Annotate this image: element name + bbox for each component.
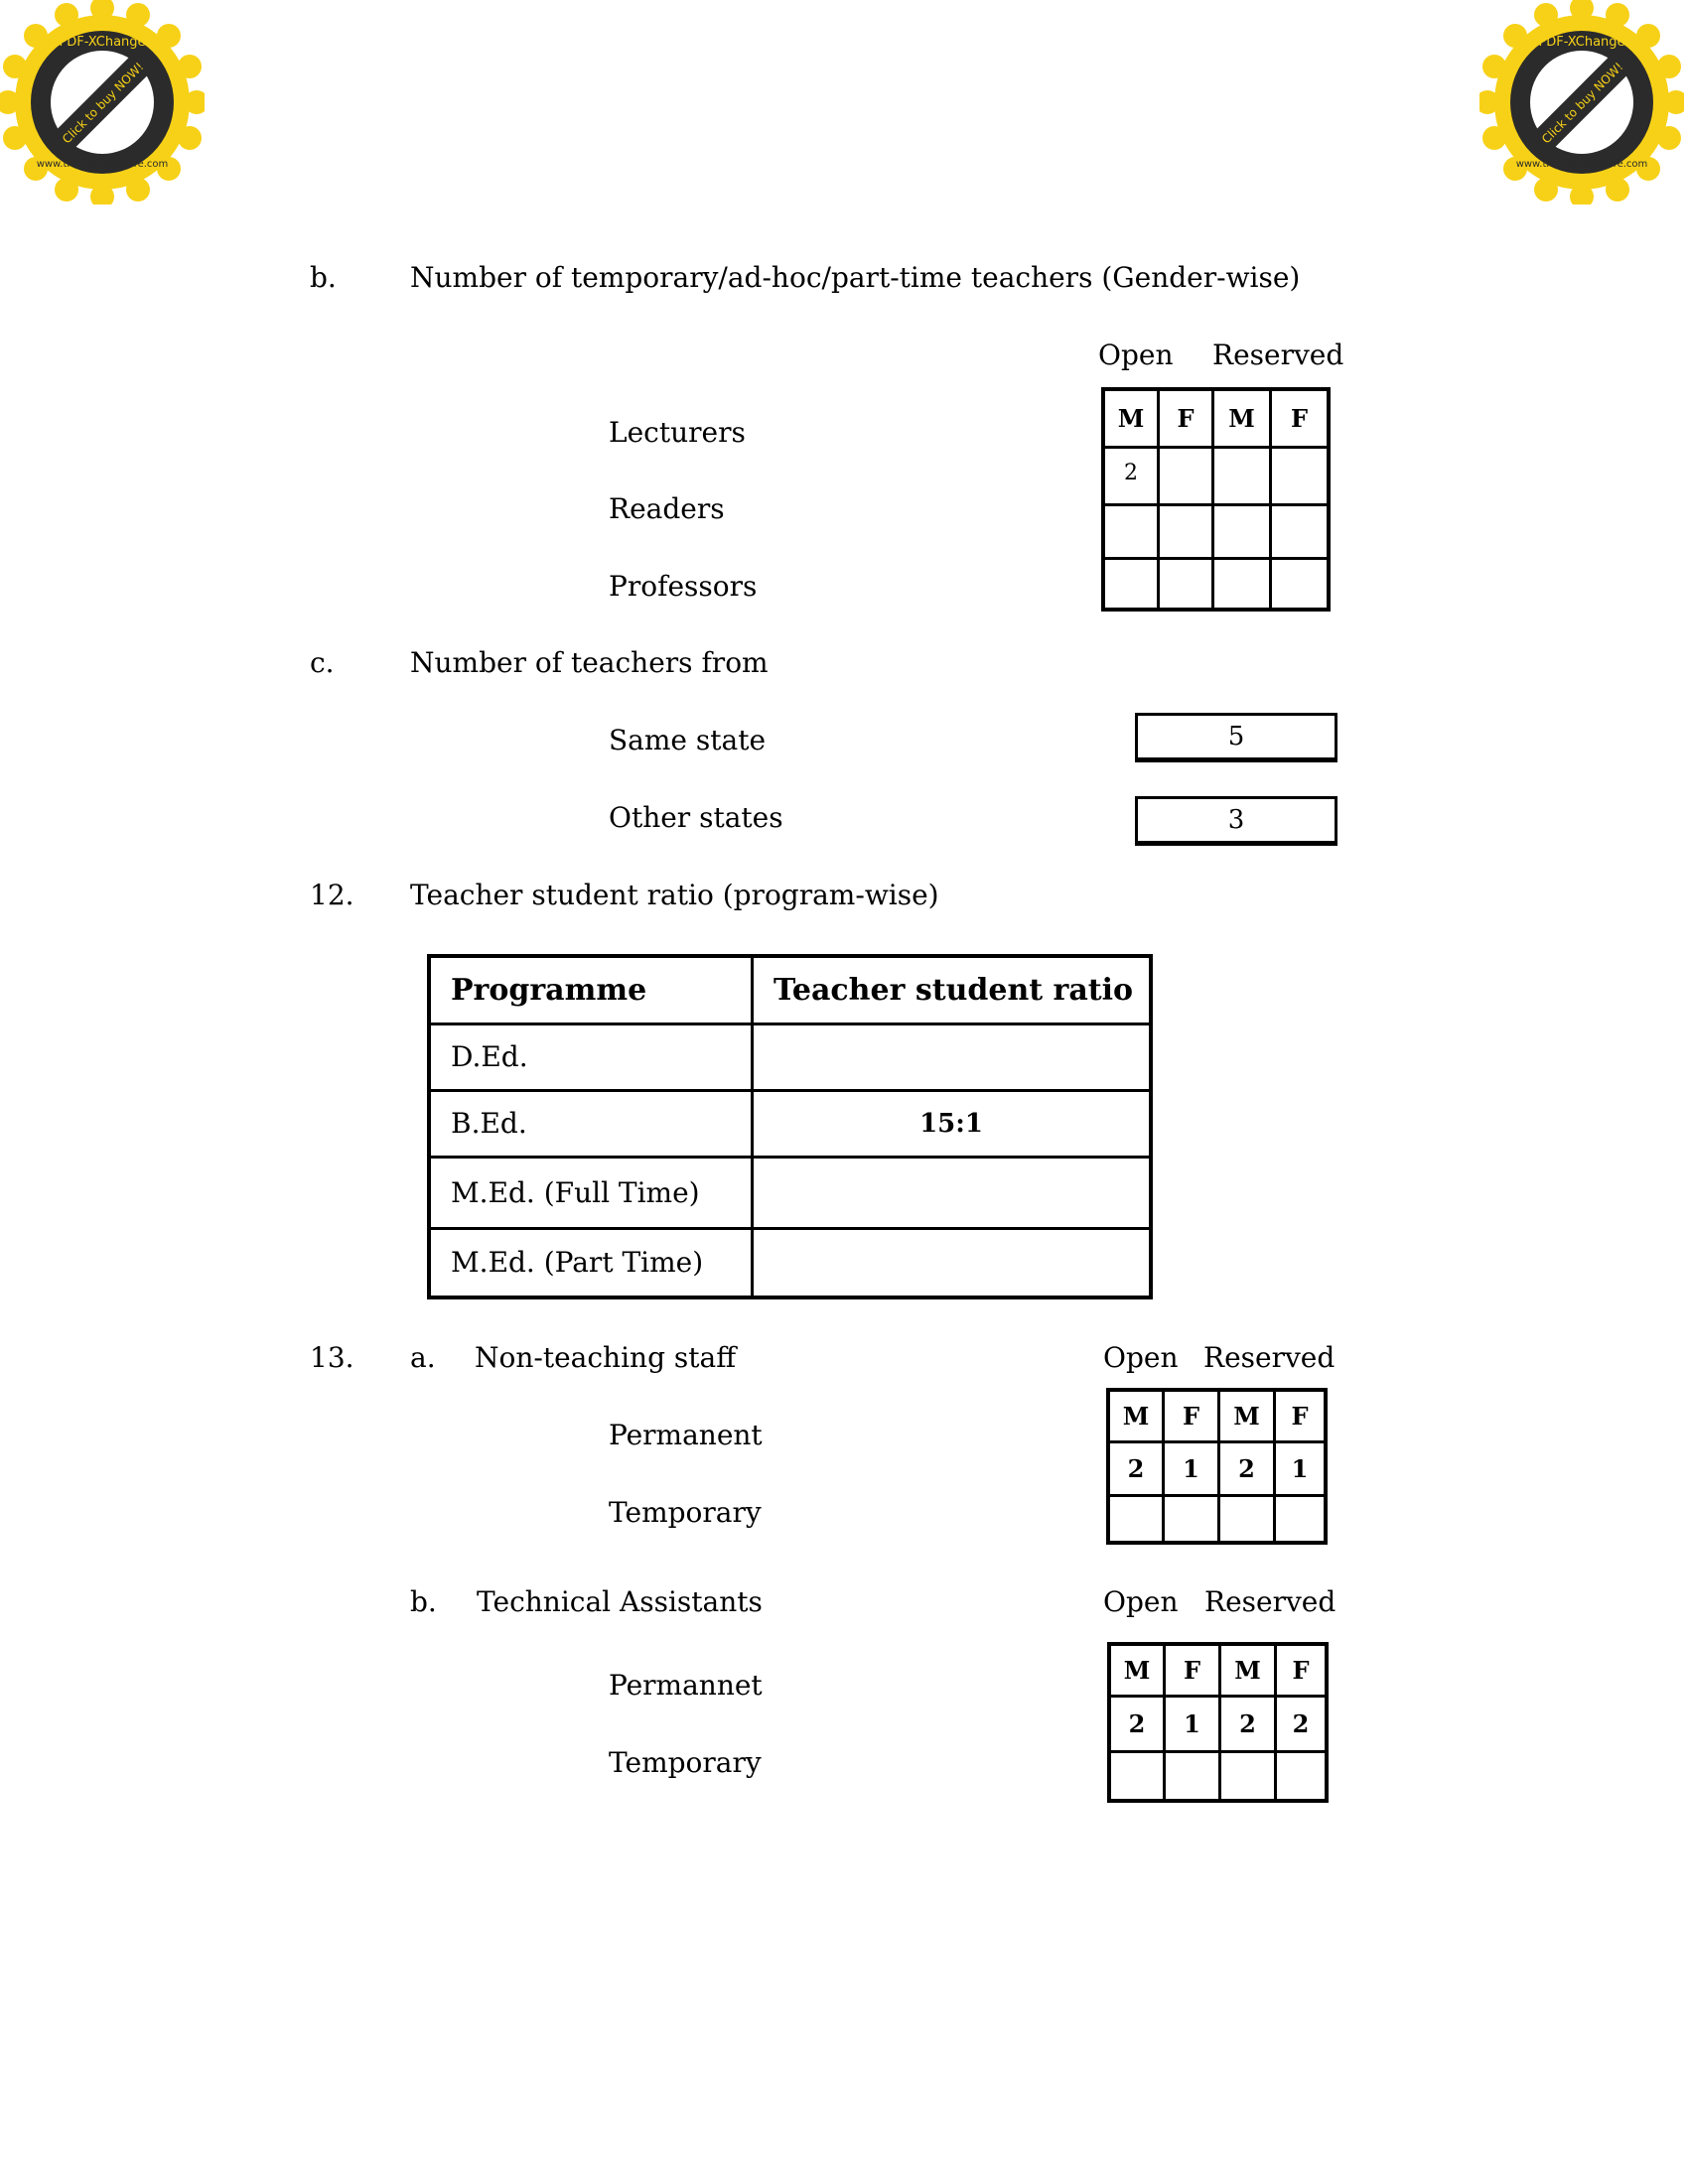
professors-reserved-m[interactable] <box>1213 558 1271 610</box>
section-b-marker: b. <box>310 261 337 294</box>
watermark-badge-icon <box>1479 0 1684 205</box>
programme-cell: D.Ed. <box>429 1024 753 1090</box>
temporary-reserved-m[interactable] <box>1220 1751 1276 1801</box>
svg-text:www.tracker-software.com: www.tracker-software.com <box>36 159 169 170</box>
temporary-open-f[interactable] <box>1165 1751 1220 1801</box>
column-header-programme: Programme <box>429 956 753 1024</box>
lecturers-open-f[interactable] <box>1159 447 1213 504</box>
ratio-cell[interactable] <box>753 1228 1152 1297</box>
section-b-open-label: Open <box>1098 339 1174 371</box>
programme-cell: M.Ed. (Full Time) <box>429 1157 753 1228</box>
temporary-open-f[interactable] <box>1164 1495 1219 1543</box>
programme-cell: B.Ed. <box>429 1090 753 1157</box>
row-label-temporary: Temporary <box>609 1496 762 1529</box>
ratio-cell[interactable] <box>753 1157 1152 1228</box>
permanent-reserved-f[interactable]: 1 <box>1275 1441 1327 1495</box>
section-13b-marker: b. <box>410 1585 437 1618</box>
teacher-student-ratio-table <box>427 954 1153 1299</box>
technical-assistants-grid <box>1107 1642 1329 1803</box>
temporary-teachers-grid <box>1101 387 1331 612</box>
readers-reserved-f[interactable] <box>1271 504 1330 558</box>
lecturers-reserved-m[interactable] <box>1213 447 1271 504</box>
lecturers-open-m[interactable]: 2 <box>1103 447 1159 504</box>
non-teaching-staff-grid <box>1106 1388 1328 1545</box>
temporary-open-m[interactable] <box>1108 1495 1164 1543</box>
permanent-open-f[interactable]: 1 <box>1164 1441 1219 1495</box>
readers-open-m[interactable] <box>1103 504 1159 558</box>
watermark-badge-icon <box>0 0 205 205</box>
section-13a-open-label: Open <box>1103 1341 1179 1374</box>
header-reserved-f: F <box>1275 1390 1327 1441</box>
header-open-m: M <box>1103 389 1159 447</box>
professors-reserved-f[interactable] <box>1271 558 1330 610</box>
professors-open-m[interactable] <box>1103 558 1159 610</box>
ratio-cell[interactable] <box>753 1024 1152 1090</box>
header-open-m: M <box>1109 1644 1165 1696</box>
row-label-lecturers: Lecturers <box>609 416 746 449</box>
permanent-open-m[interactable]: 2 <box>1108 1441 1164 1495</box>
permannet-reserved-m[interactable]: 2 <box>1220 1696 1276 1751</box>
header-reserved-f: F <box>1271 389 1330 447</box>
table-row <box>429 1157 1151 1228</box>
other-states-field[interactable]: 3 <box>1135 796 1337 846</box>
section-b-reserved-label: Reserved <box>1212 339 1344 371</box>
permanent-reserved-m[interactable]: 2 <box>1219 1441 1275 1495</box>
permannet-reserved-f[interactable]: 2 <box>1276 1696 1328 1751</box>
permannet-open-f[interactable]: 1 <box>1165 1696 1220 1751</box>
lecturers-reserved-f[interactable] <box>1271 447 1330 504</box>
row-label-readers: Readers <box>609 492 725 525</box>
temporary-reserved-f[interactable] <box>1275 1495 1327 1543</box>
readers-open-f[interactable] <box>1159 504 1213 558</box>
section-13-marker: 13. <box>310 1341 354 1374</box>
header-open-f: F <box>1165 1644 1220 1696</box>
section-13b-open-label: Open <box>1103 1585 1179 1618</box>
pdf-xchange-watermark-left[interactable] <box>0 0 205 205</box>
table-row <box>429 1228 1151 1297</box>
row-label-same-state: Same state <box>609 724 767 756</box>
header-reserved-f: F <box>1276 1644 1328 1696</box>
section-13b-title: Technical Assistants <box>477 1585 763 1618</box>
header-open-f: F <box>1164 1390 1219 1441</box>
row-label-permanent: Permanent <box>609 1419 763 1451</box>
header-reserved-m: M <box>1219 1390 1275 1441</box>
permannet-open-m[interactable]: 2 <box>1109 1696 1165 1751</box>
section-12-title: Teacher student ratio (program-wise) <box>410 879 939 911</box>
readers-reserved-m[interactable] <box>1213 504 1271 558</box>
svg-text:PDF-XChange: PDF-XChange <box>59 35 146 50</box>
column-header-ratio: Teacher student ratio <box>753 956 1152 1024</box>
svg-text:Click to buy NOW!: Click to buy NOW! <box>1539 60 1626 147</box>
svg-text:Click to buy NOW!: Click to buy NOW! <box>60 60 147 147</box>
professors-open-f[interactable] <box>1159 558 1213 610</box>
section-12-marker: 12. <box>310 879 354 911</box>
programme-cell: M.Ed. (Part Time) <box>429 1228 753 1297</box>
svg-text:www.tracker-software.com: www.tracker-software.com <box>1515 159 1648 170</box>
temporary-reserved-f[interactable] <box>1276 1751 1328 1801</box>
row-label-other-states: Other states <box>609 801 783 834</box>
row-label-professors: Professors <box>609 570 758 603</box>
temporary-open-m[interactable] <box>1109 1751 1165 1801</box>
ratio-cell[interactable]: 15:1 <box>753 1090 1152 1157</box>
row-label-temporary-tech: Temporary <box>609 1746 762 1779</box>
section-b-title: Number of temporary/ad-hoc/part-time teachers (Gender-wise) <box>410 261 1301 294</box>
table-row <box>429 1090 1151 1157</box>
same-state-field[interactable]: 5 <box>1135 713 1337 762</box>
section-13a-reserved-label: Reserved <box>1203 1341 1336 1374</box>
header-reserved-m: M <box>1220 1644 1276 1696</box>
section-c-marker: c. <box>310 646 335 679</box>
section-13a-marker: a. <box>410 1341 436 1374</box>
table-row <box>429 1024 1151 1090</box>
temporary-reserved-m[interactable] <box>1219 1495 1275 1543</box>
header-reserved-m: M <box>1213 389 1271 447</box>
header-open-m: M <box>1108 1390 1164 1441</box>
pdf-xchange-watermark-right[interactable] <box>1479 0 1684 205</box>
section-13a-title: Non-teaching staff <box>475 1341 737 1374</box>
svg-text:PDF-XChange: PDF-XChange <box>1538 35 1625 50</box>
section-13b-reserved-label: Reserved <box>1204 1585 1336 1618</box>
row-label-permannet: Permannet <box>609 1669 763 1702</box>
header-open-f: F <box>1159 389 1213 447</box>
section-c-title: Number of teachers from <box>410 646 769 679</box>
